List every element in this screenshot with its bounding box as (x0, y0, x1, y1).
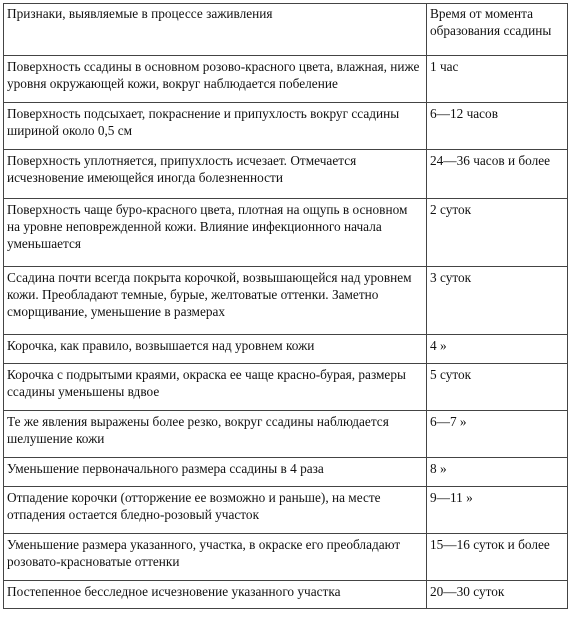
abrasion-healing-table (3, 3, 568, 609)
header-signs: Признаки, выявляемые в процессе заживления (4, 4, 427, 56)
cell-time: 6—7 » (427, 411, 568, 458)
cell-time: 24—36 часов и более (427, 150, 568, 199)
cell-signs: Поверхность ссадины в основном розово-красного цвета, влажная, ниже уровня окружающей кожи, вокруг наблюдается побеление (4, 56, 427, 103)
cell-signs: Те же явления выражены более резко, вокруг ссадины наблюдается шелушение кожи (4, 411, 427, 458)
cell-signs: Поверхность чаще буро-красного цвета, плотная на ощупь в основном на уровне неповрежденной кожи. Влияние инфекционного начала уменьшается (4, 199, 427, 267)
table-row (4, 199, 568, 267)
cell-signs: Корочка с подрытыми краями, окраска ее чаще красно-бурая, размеры ссадины уменьшены вдвое (4, 364, 427, 411)
cell-signs: Уменьшение первоначального размера ссадины в 4 раза (4, 458, 427, 487)
cell-time: 5 суток (427, 364, 568, 411)
table-row (4, 335, 568, 364)
table-row (4, 581, 568, 609)
cell-time: 1 час (427, 56, 568, 103)
table-row (4, 150, 568, 199)
table-row (4, 487, 568, 534)
table-row (4, 458, 568, 487)
cell-signs: Корочка, как правило, возвышается над уровнем кожи (4, 335, 427, 364)
cell-signs: Поверхность подсыхает, покраснение и припухлость вокруг ссадины шириной около 0,5 см (4, 103, 427, 150)
cell-signs: Поверхность уплотняется, припухлость исчезает. Отмечается исчезновение имеющейся иногда болезненности (4, 150, 427, 199)
table-row (4, 411, 568, 458)
cell-time: 15—16 суток и более (427, 534, 568, 581)
cell-signs: Отпадение корочки (отторжение ее возможно и раньше), на месте отпадения остается бледно-розовый участок (4, 487, 427, 534)
table-row (4, 364, 568, 411)
cell-time: 4 » (427, 335, 568, 364)
cell-signs: Ссадина почти всегда покрыта корочкой, возвышающейся над уровнем кожи. Преобладают темные, бурые, желтоватые оттенки. Заметно сморщивание, уменьшение в размерах (4, 267, 427, 335)
table-row (4, 267, 568, 335)
table-row (4, 103, 568, 150)
cell-time: 8 » (427, 458, 568, 487)
table-header-row (4, 4, 568, 56)
header-time: Время от момента образования ссадины (427, 4, 568, 56)
cell-time: 3 суток (427, 267, 568, 335)
cell-time: 9—11 » (427, 487, 568, 534)
healing-table-container (3, 3, 567, 609)
cell-time: 20—30 суток (427, 581, 568, 609)
table-row (4, 56, 568, 103)
table-row (4, 534, 568, 581)
cell-time: 6—12 часов (427, 103, 568, 150)
cell-time: 2 суток (427, 199, 568, 267)
cell-signs: Постепенное бесследное исчезновение указанного участка (4, 581, 427, 609)
cell-signs: Уменьшение размера указанного, участка, в окраске его преобладают розовато-красноватые оттенки (4, 534, 427, 581)
